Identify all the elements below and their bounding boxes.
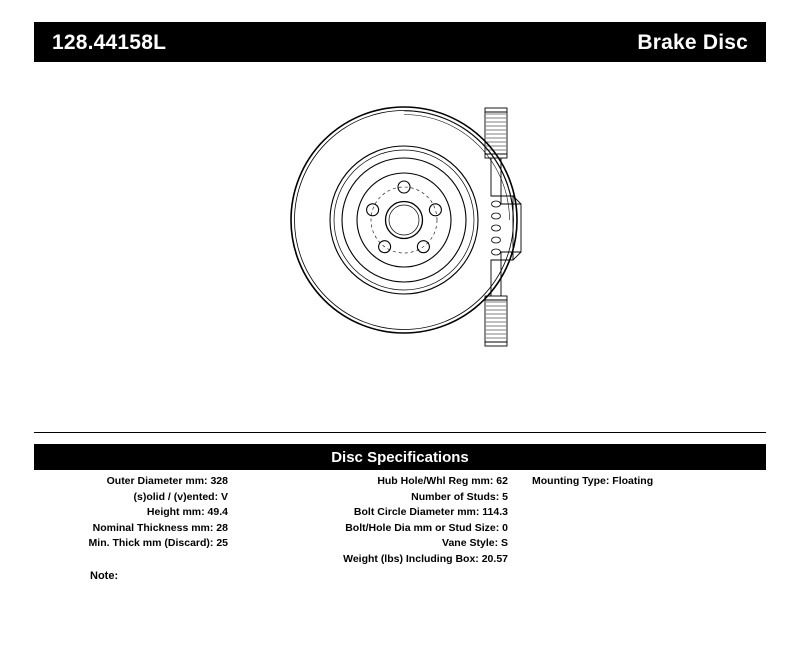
spec-weight: Weight (lbs) Including Box: 20.57 (343, 552, 508, 565)
spec-hub-hole: Hub Hole/Whl Reg mm: 62 (377, 475, 508, 487)
spec-vane-style: Vane Style: S (442, 537, 508, 549)
spec-bolt-hole-dia: Bolt/Hole Dia mm or Stud Size: 0 (345, 521, 508, 534)
technical-drawing (34, 80, 766, 420)
spec-min-thickness: Min. Thick mm (Discard): 25 (88, 537, 228, 549)
spec-mounting-type: Mounting Type: Floating (532, 475, 654, 487)
part-number: 128.44158L (52, 30, 167, 54)
disc-specifications-table (34, 474, 766, 567)
spec-bolt-circle-diameter: Bolt Circle Diameter mm: 114.3 (353, 506, 508, 518)
specs-column-middle (234, 474, 514, 567)
note-row (34, 570, 766, 582)
spec-outer-diameter: Outer Diameter mm: 328 (106, 475, 228, 487)
spec-nominal-thickness: Nominal Thickness mm: 28 (92, 521, 228, 534)
section-divider (34, 432, 766, 433)
spec-height: Height mm: 49.4 (146, 506, 228, 518)
spec-number-of-studs: Number of Studs: 5 (411, 490, 508, 503)
disc-specifications-header (34, 444, 766, 470)
specs-column-right (514, 474, 766, 490)
brake-rotor-cross-section-view (469, 100, 539, 365)
specs-title: Disc Specifications (331, 448, 469, 466)
spec-solid-vented: (s)olid / (v)ented: V (133, 490, 228, 503)
specs-column-left (34, 474, 234, 552)
header-bar (34, 22, 766, 62)
product-type-label: Brake Disc (637, 30, 748, 54)
note-label: Note: (90, 570, 119, 582)
